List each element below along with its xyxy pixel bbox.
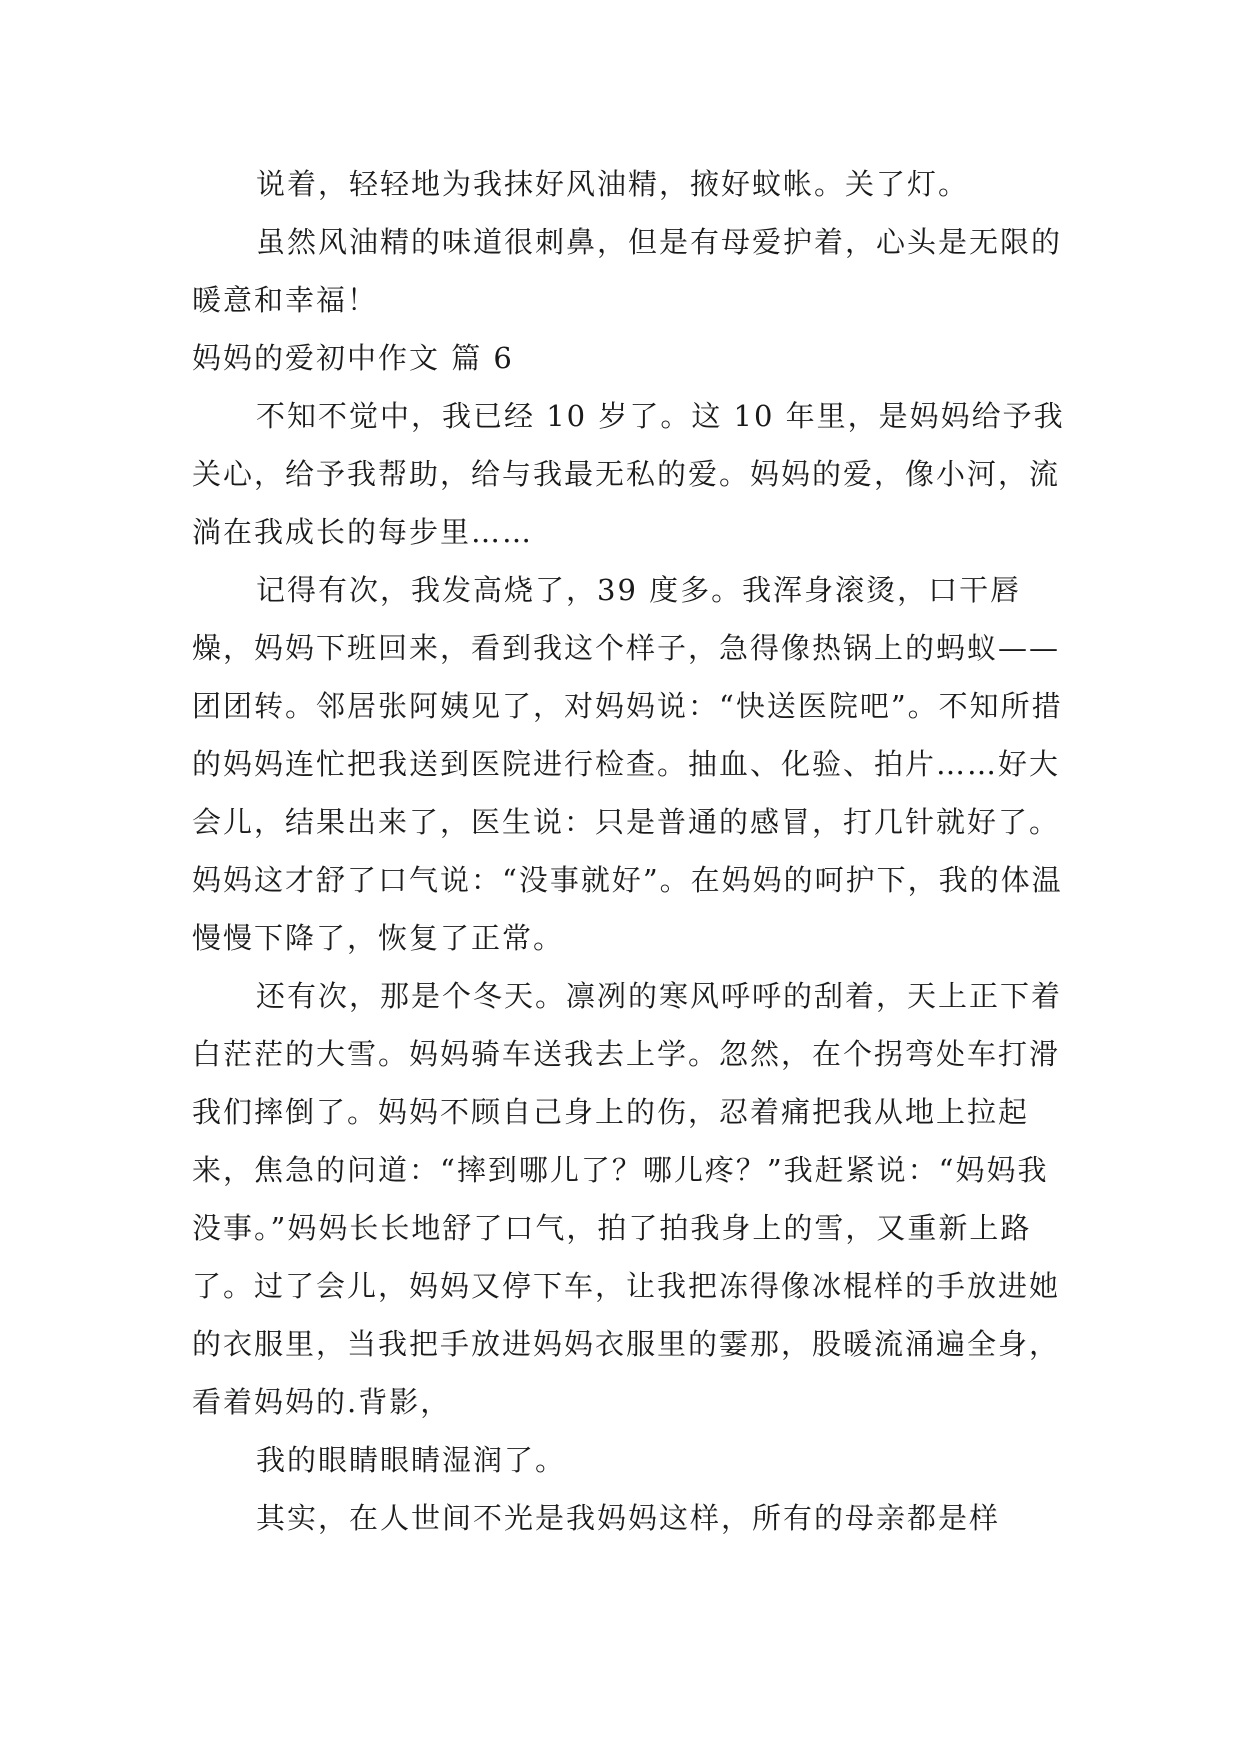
paragraph: 记得有次，我发高烧了，39 度多。我浑身滚烫，口干唇燥，妈妈下班回来，看到我这个样子，急得像热锅上的蚂蚁——团团转。邻居张阿姨见了，对妈妈说：“快送医院吧”。不知所措的妈妈连忙把我送到医院进行检查。抽血、化验、拍片……好大会儿，结果出来了，医生说：只是普通的感冒，打几针就好了。妈妈这才舒了口气说：“没事就好”。在妈妈的呵护下，我的体温慢慢下降了，恢复了正常。 (192, 573, 1063, 955)
paragraph: 其实，在人世间不光是我妈妈这样，所有的母亲都是样 (256, 1501, 1001, 1535)
paragraph: 还有次，那是个冬天。凛冽的寒风呼呼的刮着，天上正下着白茫茫的大雪。妈妈骑车送我去上学。忽然，在个拐弯处车打滑我们摔倒了。妈妈不顾自己身上的伤，忍着痛把我从地上拉起来，焦急的问道：“摔到哪儿了？哪儿疼？”我赶紧说：“妈妈我没事。”妈妈长长地舒了口气，拍了拍我身上的雪，又重新上路了。过了会儿，妈妈又停下车，让我把冻得像冰棍样的手放进她的衣服里，当我把手放进妈妈衣服里的霎那，股暖流涌遍全身，看着妈妈的.背影， (192, 979, 1063, 1419)
paragraph: 我的眼睛眼睛湿润了。 (256, 1443, 567, 1477)
paragraph: 虽然风油精的味道很刺鼻，但是有母爱护着，心头是无限的暖意和幸福！ (192, 225, 1063, 317)
paragraph: 不知不觉中，我已经 10 岁了。这 10 年里，是妈妈给予我关心，给予我帮助，给与我最无私的爱。妈妈的爱，像小河，流淌在我成长的每步里…… (192, 399, 1065, 549)
paragraph: 说着，轻轻地为我抹好风油精，掖好蚊帐。关了灯。 (256, 167, 970, 201)
section-heading: 妈妈的爱初中作文 篇 6 (192, 341, 514, 375)
document-body (192, 155, 1072, 1547)
